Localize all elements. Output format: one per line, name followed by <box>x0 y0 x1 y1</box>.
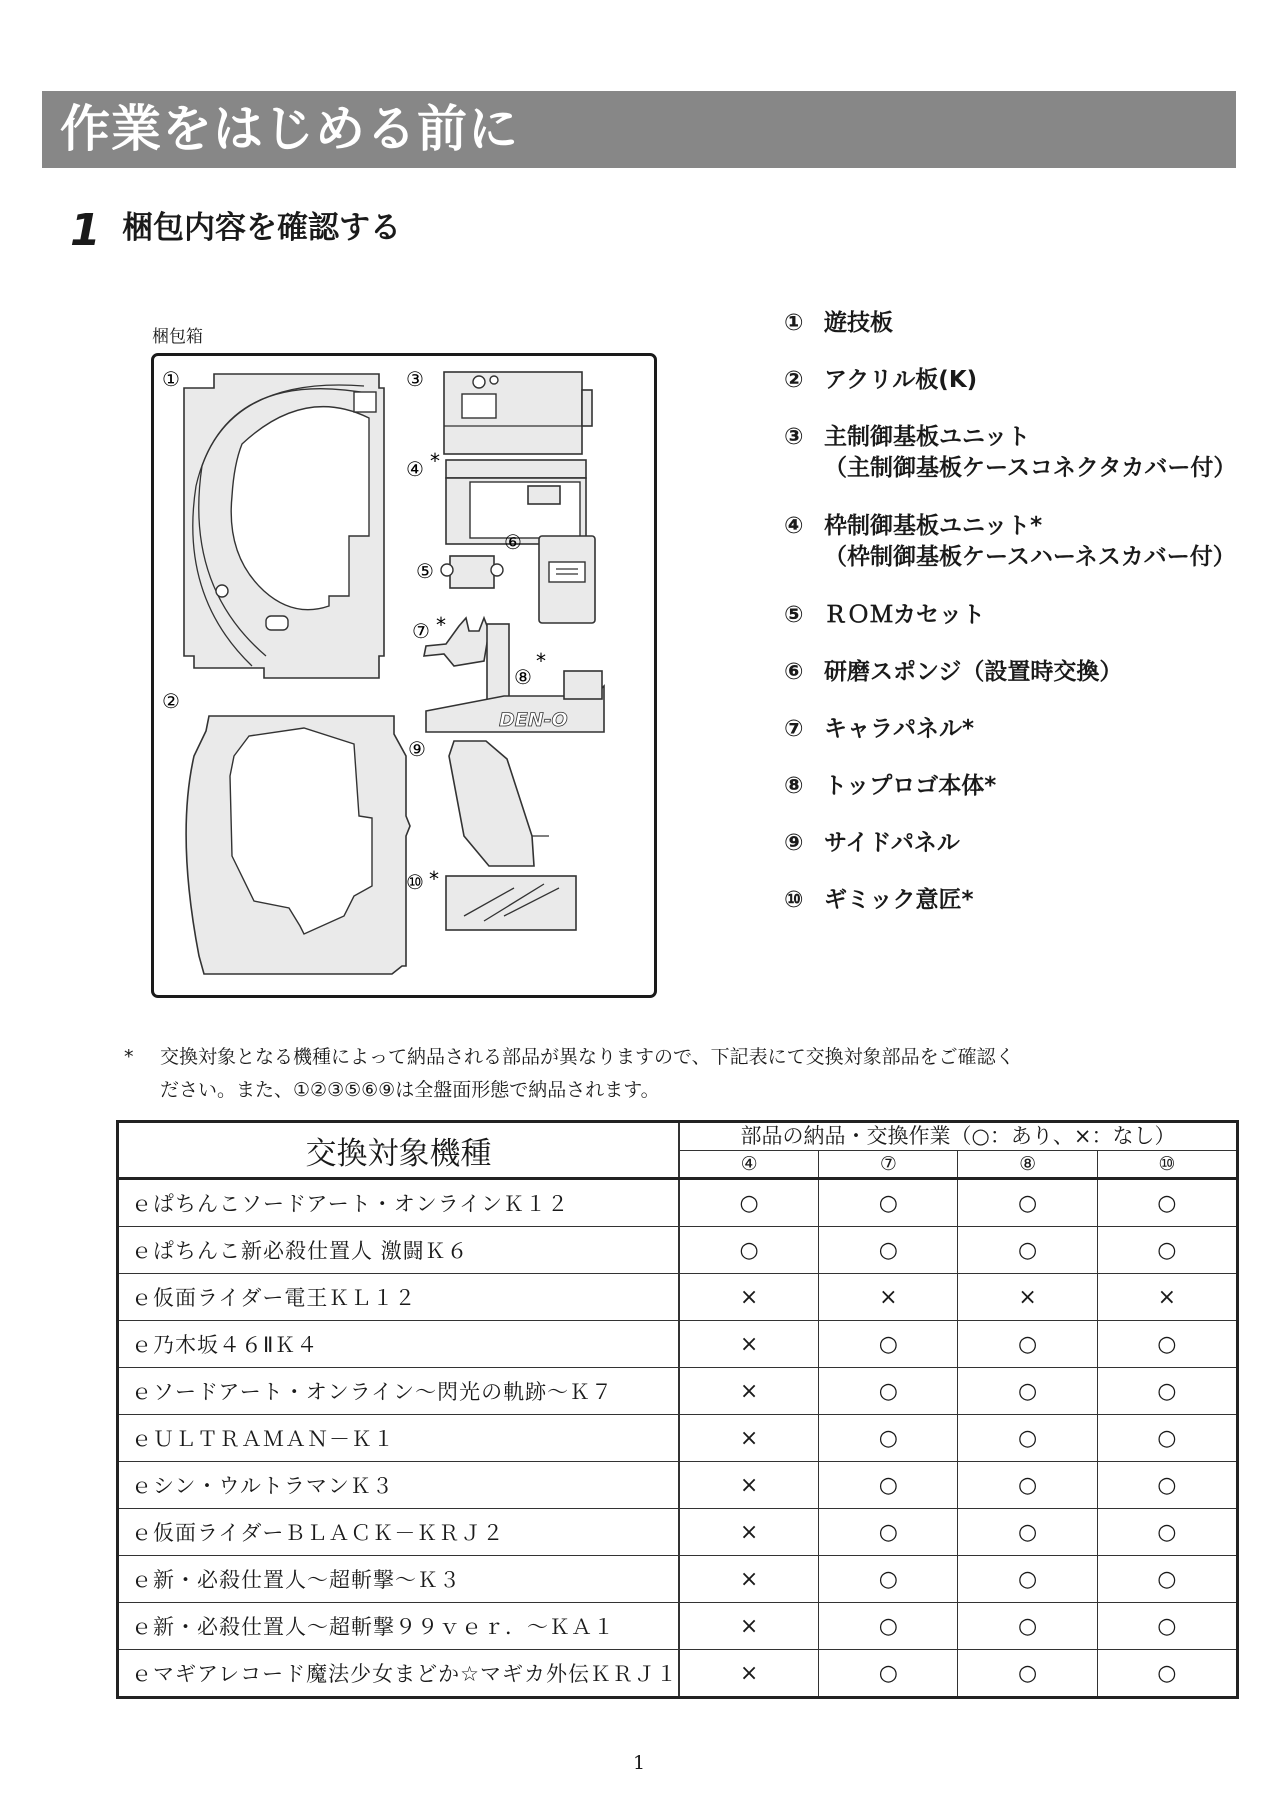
availability-mark-cell: × <box>679 1509 819 1556</box>
note-line-2: ださい。また、①②③⑤⑥⑨は全盤面形態で納品されます。 <box>160 1079 660 1101</box>
table-row <box>118 1556 1238 1603</box>
part-2-acrylic-plate-drawing <box>186 716 410 974</box>
part-name: サイドパネル <box>824 830 960 856</box>
parts-group-header: 部品の納品・交換作業（○：あり、×：なし） <box>679 1122 1238 1151</box>
page-number: 1 <box>633 1752 646 1774</box>
model-name-cell: ｅぱちんこソードアート・オンラインＫ１２ <box>118 1179 679 1227</box>
step-number: 1 <box>70 205 101 256</box>
availability-mark-cell: × <box>679 1321 819 1368</box>
figure-label-9: ⑨ <box>408 737 426 761</box>
parts-list-item <box>784 828 960 859</box>
figure-label-8: ⑧ <box>514 665 532 689</box>
part-name: 遊技板 <box>824 310 893 336</box>
figure-label-8-asterisk: * <box>536 649 546 673</box>
figure-label-2: ② <box>162 689 180 713</box>
model-name-cell: ｅ仮面ライダーＢＬＡＣＫ－ＫＲＪ２ <box>118 1509 679 1556</box>
availability-mark-cell: ○ <box>819 1462 958 1509</box>
availability-mark-cell: ○ <box>958 1321 1097 1368</box>
availability-mark-cell: × <box>958 1274 1097 1321</box>
part-mark: ② <box>784 367 804 393</box>
part-mark: ⑧ <box>784 773 804 799</box>
section-header-bar <box>42 91 1236 168</box>
availability-mark-cell: ○ <box>1097 1556 1237 1603</box>
part-mark: ⑩ <box>784 887 804 913</box>
parts-list-item <box>784 365 977 396</box>
availability-mark-cell: × <box>679 1415 819 1462</box>
availability-mark-cell: × <box>679 1650 819 1698</box>
den-o-logo-text: DEN-O <box>499 709 568 731</box>
part-mark: ⑦ <box>784 716 804 742</box>
figure-label-4-asterisk: * <box>430 449 440 473</box>
availability-mark-cell: ○ <box>819 1179 958 1227</box>
figure-label-1: ① <box>162 367 180 391</box>
table-row <box>118 1603 1238 1650</box>
package-illustration <box>154 356 654 995</box>
part-mark: ③ <box>784 424 804 450</box>
model-name-cell: ｅ新・必殺仕置人～超斬撃９９ｖｅｒ．～ＫＡ１ <box>118 1603 679 1650</box>
availability-mark-cell: ○ <box>819 1509 958 1556</box>
availability-mark-cell: ○ <box>1097 1368 1237 1415</box>
availability-mark-cell: ○ <box>819 1650 958 1698</box>
availability-mark-cell: × <box>1097 1274 1237 1321</box>
part-name: 研磨スポンジ（設置時交換） <box>824 659 1123 685</box>
figure-label-7-asterisk: * <box>436 613 446 637</box>
model-name-cell: ｅ新・必殺仕置人～超斬撃～Ｋ３ <box>118 1556 679 1603</box>
parts-list-item <box>784 657 1122 688</box>
availability-mark-cell: ○ <box>958 1227 1097 1274</box>
availability-mark-cell: ○ <box>1097 1509 1237 1556</box>
figure-label-10-asterisk: * <box>429 867 439 891</box>
availability-mark-cell: ○ <box>1097 1321 1237 1368</box>
availability-mark-cell: ○ <box>679 1227 819 1274</box>
part-mark: ⑤ <box>784 602 804 628</box>
availability-mark-cell: × <box>679 1274 819 1321</box>
note-line-1: 交換対象となる機種によって納品される部品が異なりますので、下記表にて交換対象部品をご確認く <box>160 1046 1015 1068</box>
parts-list-item <box>784 771 996 802</box>
note-paragraph <box>124 1041 1244 1107</box>
part-name: ギミック意匠* <box>824 887 974 913</box>
availability-mark-cell: ○ <box>958 1603 1097 1650</box>
availability-mark-cell: ○ <box>1097 1227 1237 1274</box>
part-name: 主制御基板ユニット <box>824 424 1031 450</box>
part-subnote: （主制御基板ケースコネクタカバー付） <box>824 455 1237 481</box>
parts-list-item <box>784 885 974 916</box>
model-name-cell: ｅ仮面ライダー電王ＫＬ１２ <box>118 1274 679 1321</box>
part-mark: ① <box>784 310 804 336</box>
part-name: トップロゴ本体* <box>824 773 997 799</box>
model-name-cell: ｅ乃木坂４６ⅡＫ４ <box>118 1321 679 1368</box>
part-mark: ⑨ <box>784 830 804 856</box>
availability-mark-cell: ○ <box>1097 1603 1237 1650</box>
table-row <box>118 1321 1238 1368</box>
availability-mark-cell: ○ <box>958 1368 1097 1415</box>
note-asterisk: * <box>124 1046 134 1068</box>
availability-mark-cell: ○ <box>679 1179 819 1227</box>
table-row <box>118 1415 1238 1462</box>
table-row <box>118 1227 1238 1274</box>
availability-mark-cell: × <box>679 1556 819 1603</box>
figure-label-6: ⑥ <box>504 530 522 554</box>
model-name-cell: ｅシン・ウルトラマンＫ３ <box>118 1462 679 1509</box>
availability-mark-cell: ○ <box>958 1179 1097 1227</box>
package-box-label: 梱包箱 <box>152 327 203 347</box>
availability-mark-cell: ○ <box>819 1368 958 1415</box>
availability-mark-cell: ○ <box>958 1462 1097 1509</box>
part-9-side-panel-drawing <box>449 741 549 866</box>
column-header-4: ④ <box>679 1151 819 1179</box>
figure-label-3: ③ <box>406 367 424 391</box>
availability-mark-cell: ○ <box>958 1415 1097 1462</box>
part-1-game-board-drawing <box>184 374 384 678</box>
availability-mark-cell: ○ <box>958 1650 1097 1698</box>
table-row <box>118 1179 1238 1227</box>
figure-label-4: ④ <box>406 457 424 481</box>
replacement-model-table <box>116 1120 1239 1699</box>
availability-mark-cell: ○ <box>1097 1415 1237 1462</box>
model-column-header: 交換対象機種 <box>118 1122 679 1179</box>
figure-label-7: ⑦ <box>412 619 430 643</box>
table-row <box>118 1462 1238 1509</box>
model-name-cell: ｅぱちんこ新必殺仕置人 激闘Ｋ６ <box>118 1227 679 1274</box>
availability-mark-cell: ○ <box>1097 1650 1237 1698</box>
package-box-figure <box>151 353 657 998</box>
part-5-rom-cassette-drawing <box>441 556 503 588</box>
model-name-cell: ｅソードアート・オンライン～閃光の軌跡～Ｋ７ <box>118 1368 679 1415</box>
part-10-gimmick-drawing <box>446 876 576 930</box>
table-row <box>118 1650 1238 1698</box>
table-row <box>118 1368 1238 1415</box>
part-subnote: （枠制御基板ケースハーネスカバー付） <box>824 544 1236 570</box>
availability-mark-cell: ○ <box>819 1556 958 1603</box>
part-name: 枠制御基板ユニット* <box>824 513 1043 539</box>
availability-mark-cell: ○ <box>958 1556 1097 1603</box>
part-3-main-board-drawing <box>444 372 592 454</box>
figure-label-5: ⑤ <box>416 559 434 583</box>
availability-mark-cell: × <box>679 1603 819 1650</box>
availability-mark-cell: × <box>819 1274 958 1321</box>
availability-mark-cell: × <box>679 1368 819 1415</box>
model-name-cell: ｅＵＬＴＲＡＭＡＮ－Ｋ１ <box>118 1415 679 1462</box>
column-header-7: ⑦ <box>819 1151 958 1179</box>
column-header-8: ⑧ <box>958 1151 1097 1179</box>
part-mark: ④ <box>784 513 804 539</box>
parts-list-item <box>784 600 985 631</box>
part-name: アクリル板(K) <box>824 367 978 393</box>
parts-list-item <box>784 308 893 339</box>
parts-list-item <box>784 422 1236 484</box>
availability-mark-cell: ○ <box>958 1509 1097 1556</box>
part-name: キャラパネル* <box>824 716 975 742</box>
column-header-10: ⑩ <box>1097 1151 1237 1179</box>
step-title: 梱包内容を確認する <box>122 210 401 246</box>
availability-mark-cell: ○ <box>819 1415 958 1462</box>
part-mark: ⑥ <box>784 659 804 685</box>
table-row <box>118 1274 1238 1321</box>
availability-mark-cell: ○ <box>1097 1462 1237 1509</box>
availability-mark-cell: ○ <box>1097 1179 1237 1227</box>
availability-mark-cell: ○ <box>819 1321 958 1368</box>
part-6-sponge-drawing <box>539 536 595 623</box>
table-body <box>118 1179 1238 1698</box>
part-name: ＲＯＭカセット <box>824 602 985 628</box>
parts-list-item <box>784 714 974 745</box>
table-row <box>118 1509 1238 1556</box>
parts-list-item <box>784 511 1236 573</box>
model-name-cell: ｅマギアレコード魔法少女まどか☆マギカ外伝ＫＲＪ１ <box>118 1650 679 1698</box>
availability-mark-cell: ○ <box>819 1603 958 1650</box>
availability-mark-cell: ○ <box>819 1227 958 1274</box>
section-title: 作業をはじめる前に <box>60 100 519 158</box>
availability-mark-cell: × <box>679 1462 819 1509</box>
figure-label-10: ⑩ <box>406 870 424 894</box>
